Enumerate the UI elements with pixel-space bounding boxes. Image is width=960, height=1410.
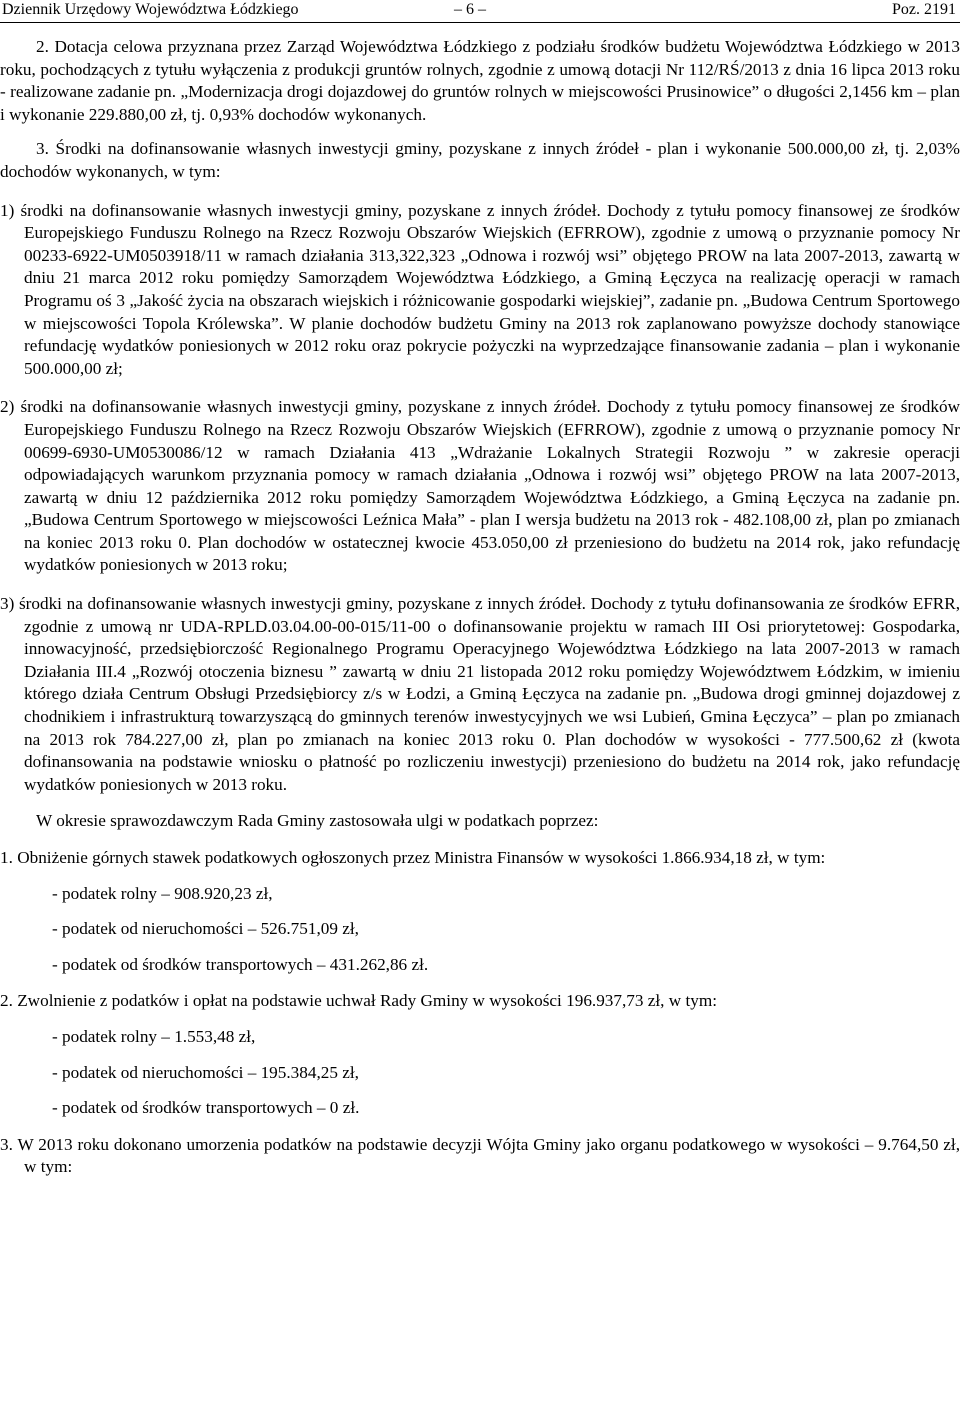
relief-2-line-nieruchomosci: - podatek od nieruchomości – 195.384,25 zł,	[52, 1062, 359, 1082]
relief-intro: W okresie sprawozdawczym Rada Gminy zastosowała ulgi w podatkach poprzez:	[36, 811, 599, 831]
relief-item-2: 2. Zwolnienie z podatków i opłat na podstawie uchwał Rady Gminy w wysokości 196.937,73 zł, w tym:	[0, 991, 717, 1011]
relief-1-line-transport: - podatek od środków transportowych – 431.262,86 zł.	[52, 954, 429, 974]
subitem-2: 2) środki na dofinansowanie własnych inwestycji gminy, pozyskane z innych źródeł. Dochody z tytułu pomocy finansowej ze środków Europejskiego Funduszu Rolnego na Rzecz Rozwoju Obszarów Wiejskich (EFRROW), zgodnie z umową o przyznanie pomocy Nr 00699-6930-UM0530086/12 w ramach Działania 413 „Wdrażanie Lokalnych Strategii Rozwoju ” w zakresie operacji odpowiadających warunkom przyznania pomocy w ramach działania „Odnowa i rozwój wsi” objętego PROW na lata 2007-2013, zawartą w dniu 12 października 2012 roku pomiędzy Samorządem Województwa Łódzkiego, a Gminą Łęczyca na zadanie pn. „Budowa Centrum Sportowego w miejscowości Leźnica Mała” - plan I wersja budżetu na 2013 rok - 482.108,00 zł, plan po zmianach na koniec 2013 roku 0. Plan dochodów w ostatecznej kwocie 453.050,00 zł przeniesiono do budżetu na 2014 rok, jako refundację wydatków poniesionych w 2013 roku;	[0, 397, 960, 575]
position-number: Poz. 2191	[892, 1, 956, 18]
relief-1-line-nieruchomosci: - podatek od nieruchomości – 526.751,09 zł,	[52, 919, 359, 939]
relief-2-line-rolny: - podatek rolny – 1.553,48 zł,	[52, 1026, 256, 1046]
relief-item-1: 1. Obniżenie górnych stawek podatkowych ogłoszonych przez Ministra Finansów w wysokości 1.866.934,18 zł, w tym:	[0, 848, 826, 867]
document-body	[0, 36, 960, 1179]
journal-title: Dziennik Urzędowy Województwa Łódzkiego	[2, 1, 299, 18]
relief-2-line-transport: - podatek od środków transportowych – 0 zł.	[52, 1098, 360, 1118]
paragraph-3-srodki: 3. Środki na dofinansowanie własnych inwestycji gminy, pozyskane z innych źródeł - plan i wykonanie 500.000,00 zł, tj. 2,03% dochodów wykonanych, w tym:	[0, 139, 960, 181]
subitem-3: 3) środki na dofinansowanie własnych inwestycji gminy, pozyskane z innych źródeł. Dochody z tytułu dofinansowania ze środków EFRR, zgodnie z umową nr UDA-RPLD.03.04.00-00-015/11-00 o dofinansowanie projektu w ramach III Osi priorytetowej: Gospodarka, innowacyjność, przedsiębiorczość Regionalnego Programu Operacyjnego Województwa Łódzkiego na lata 2007-2013 w ramach Działania III.4 „Rozwój otoczenia biznesu ” zawartą w dniu 21 listopada 2012 roku pomiędzy Województwem Łódzkim, w imieniu którego działa Centrum Obsługi Przedsiębiorcy z/s w Łodzi, a Gminą Łęczyca na zadanie pn. „Budowa drogi gminnej dojazdowej z chodnikiem i infrastrukturą towarzyszącą do gminnych terenów inwestycyjnych we wsi Lubień, Gmina Łęczyca” – plan po zmianach na 2013 rok 784.227,00 zł, plan po zmianach na koniec 2013 roku 0. Plan dochodów w wysokości - 777.500,62 zł (kwota dofinansowania na podstawie wniosku o płatność po rozliczeniu inwestycji) przeniesiono do budżetu na 2014 rok, jako refundację wydatków poniesionych w 2013 roku.	[0, 594, 960, 794]
relief-item-3: 3. W 2013 roku dokonano umorzenia podatków na podstawie decyzji Wójta Gminy jako organu podatkowego w wysokości – 9.764,50 zł, w tym:	[0, 1134, 960, 1177]
page-header	[0, 0, 960, 23]
page-number: – 6 –	[454, 1, 486, 18]
subitem-1: 1) środki na dofinansowanie własnych inwestycji gminy, pozyskane z innych źródeł. Dochody z tytułu pomocy finansowej ze środków Europejskiego Funduszu Rolnego na Rzecz Rozwoju Obszarów Wiejskich (EFRROW), zgodnie z umową o przyznanie pomocy Nr 00233-6922-UM0503918/11 w ramach działania 313,322,323 „Odnowa i rozwój wsi” objętego PROW na lata 2007-2013, zawartą w dniu 21 marca 2012 roku pomiędzy Samorządem Województwa Łódzkiego, a Gminą Łęczyca na realizację operacji w ramach Programu oś 3 „Jakość życia na obszarach wiejskich i różnicowanie gospodarki wiejskiej”, zadanie pn. „Budowa Centrum Sportowego w miejscowości Topola Królewska”. W planie dochodów budżetu Gminy na 2013 rok zaplanowano powyższe dochody stanowiące refundację wydatków poniesionych w 2012 roku oraz pokrycie pożyczki na wyprzedzające finansowanie zadania – plan i wykonanie 500.000,00 zł;	[0, 200, 960, 378]
paragraph-2-dotacja: 2. Dotacja celowa przyznana przez Zarząd Województwa Łódzkiego z podziału środków budżetu Województwa Łódzkiego w 2013 roku, pochodzących z tytułu wyłączenia z produkcji gruntów rolnych, zgodnie z umową dotacji Nr 112/RŚ/2013 z dnia 16 lipca 2013 roku - realizowane zadanie pn. „Modernizacja drogi dojazdowej do gruntów rolnych w miejscowości Prusinowice” o długości 2,1456 km – plan i wykonanie 229.880,00 zł, tj. 0,93% dochodów wykonanych.	[0, 37, 960, 124]
relief-1-line-rolny: - podatek rolny – 908.920,23 zł,	[52, 883, 273, 903]
